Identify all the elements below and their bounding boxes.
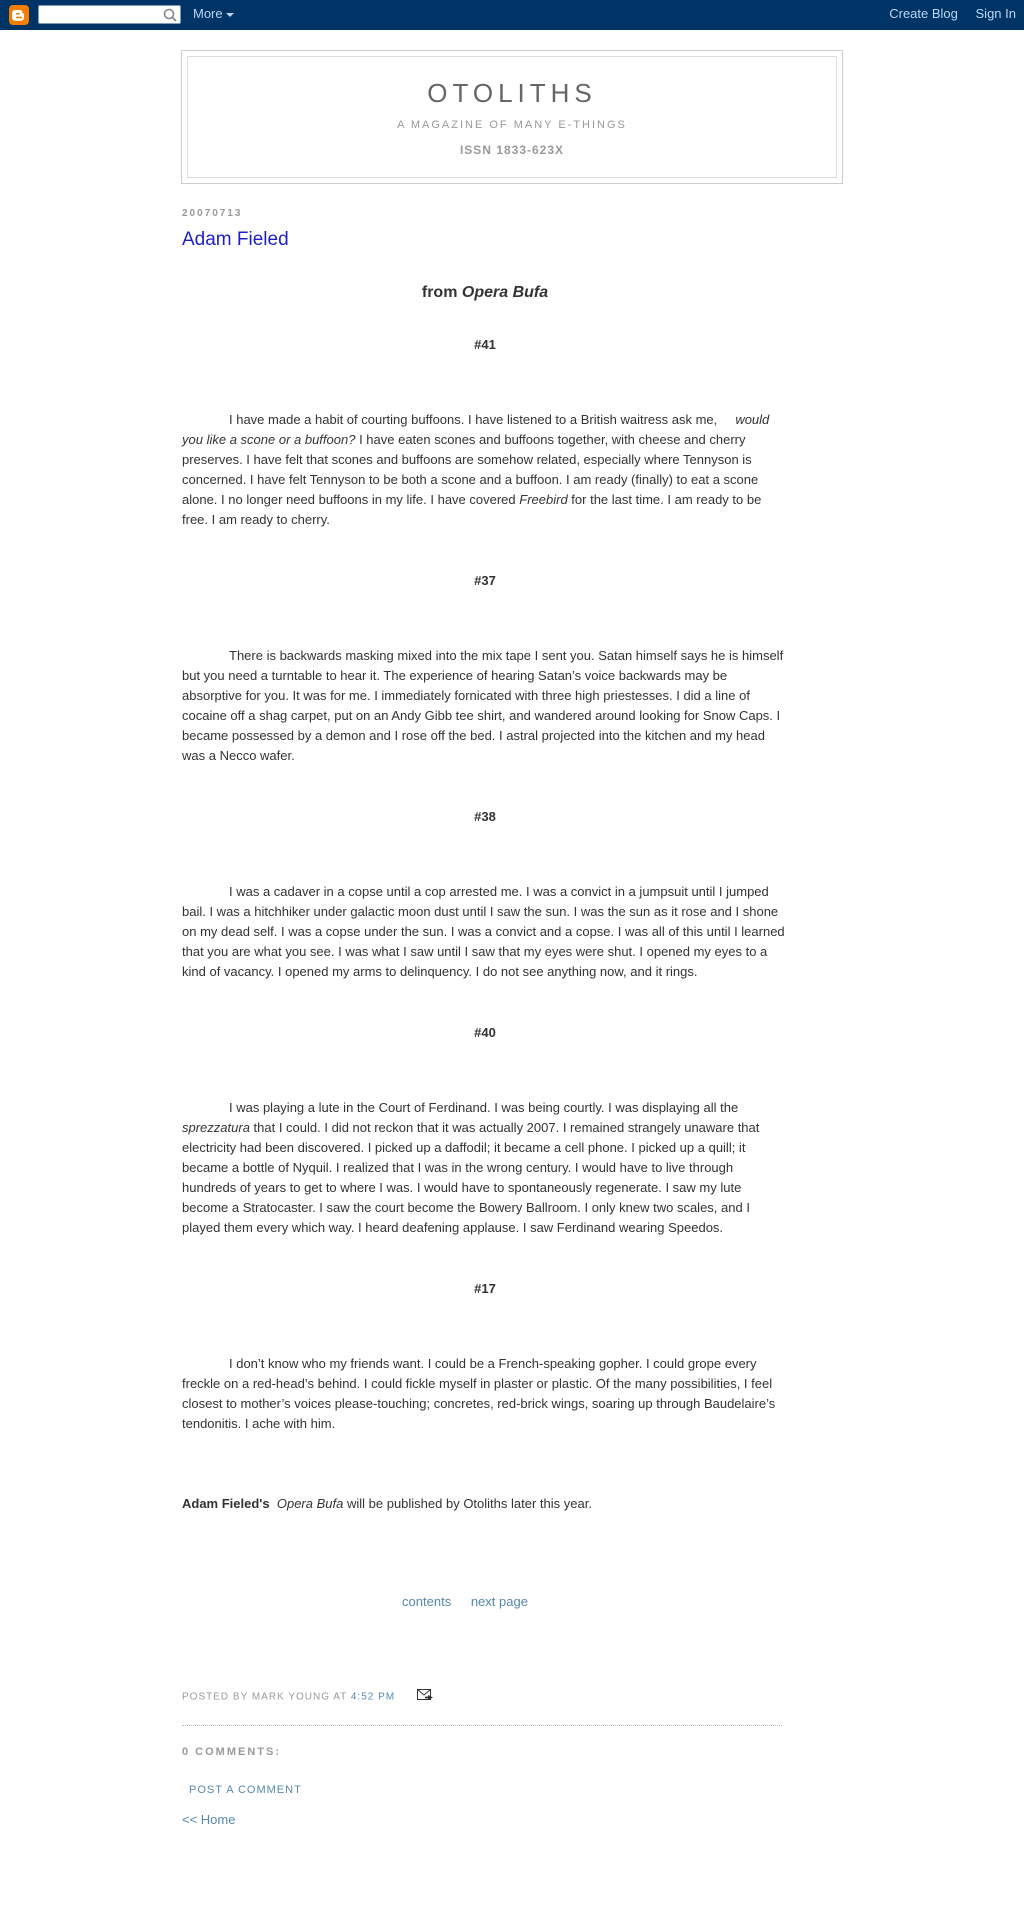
date-header: 20070713 [182, 208, 243, 219]
search-box [38, 5, 181, 24]
search-input[interactable] [39, 7, 157, 24]
home-row [182, 1811, 788, 1829]
section-number: #40 [474, 1025, 496, 1040]
more-label: More [193, 6, 223, 21]
poem-paragraph [182, 1098, 788, 1238]
blog-header [181, 50, 843, 184]
chevron-down-icon [226, 13, 234, 17]
poem-text: I have eaten scones and buffoons together, with cheese and cherry preserves. I have felt that scones and buffoons are somehow related, especially where Tennyson is concerned. I have felt Tennyson to be both a scone and a buffoon. I am ready (finally) to eat a scone alone. I no longer need buffoons in my life. I have covered [182, 432, 759, 507]
create-blog-link[interactable]: Create Blog [889, 6, 958, 21]
poem-paragraph [182, 410, 788, 530]
post-footer [182, 1689, 788, 1705]
note-text: will be published by Otoliths later this year. [343, 1496, 592, 1511]
navbar-links [875, 6, 1016, 21]
section-number: #37 [474, 573, 496, 588]
poem-text: for the last time. I am ready to be free. I am ready to cherry. [182, 492, 762, 527]
more-menu[interactable] [193, 6, 234, 21]
publication-note [182, 1494, 788, 1514]
blog-description: A MAGAZINE OF MANY E-THINGS [397, 119, 627, 131]
post-divider [182, 1725, 782, 1726]
post-title[interactable]: Adam Fieled [182, 229, 289, 250]
poem-paragraph: There is backwards masking mixed into the mix tape I sent you. Satan himself says he is himself but you need a turntable to hear it. The experience of hearing Satan’s voice backwards may be absorptive for you. It was for me. I immediately fornicated with three high priestesses. I did a line of cocaine off a shag carpet, put on an Andy Gibb tee shirt, and wandered around looking for Snow Caps. I became possessed by a demon and I rose off the bed. I astral projected into the kitchen and my head was a Necco wafer. [182, 648, 784, 763]
poem-text: I was playing a lute in the Court of Ferdinand. I was being courtly. I was displaying all the [229, 1100, 739, 1115]
post-a-comment-link[interactable]: POST A COMMENT [189, 1784, 302, 1796]
blog-issn: ISSN 1833-623X [459, 143, 565, 157]
note-author: Adam Fieled's [182, 1496, 270, 1511]
post-comment-row [182, 1780, 788, 1798]
post-timestamp-link[interactable]: 4:52 PM [350, 1691, 396, 1703]
poem-text: that I could. I did not reckon that it was actually 2007. I remained strangely unaware that electricity had been discovered. I picked up a daffodil; it became a cell phone. I picked up a quill; it became a bottle of Nyquil. I realized that I was in the wrong century. I would have to live through hundreds of years to get to where I was. I would have to spontaneously regenerate. I saw my lute become a Stratocaster. I saw the court become the Bowery Ballroom. I only knew two scales, and I played them every which way. I heard deafening applause. I saw Ferdinand wearing Speedos. [182, 1120, 760, 1235]
contents-link[interactable]: contents [402, 1594, 452, 1609]
post-subtitle [182, 283, 788, 303]
posted-by: POSTED BY MARK YOUNG AT [182, 1691, 351, 1703]
sign-in-link[interactable]: Sign In [975, 6, 1016, 21]
email-post-icon[interactable] [417, 1689, 435, 1705]
search-icon[interactable] [162, 7, 178, 23]
section-number: #17 [474, 1281, 496, 1296]
poem-italic: would you like a scone or a buffoon? [182, 412, 770, 447]
section-number: #41 [474, 337, 496, 352]
poem-paragraph: I was a cadaver in a copse until a cop arrested me. I was a convict in a jumpsuit until I jumped bail. I was a hitchhiker under galactic moon dust until I saw the sun. I was the sun as it rose and I shone on my dead self. I was a copse under the sun. I was a convict and a copse. I was all of this until I learned that you are what you see. I was what I saw until I saw that my eyes were shut. I opened my eyes to a kind of vacancy. I opened my arms to delinquency. I do not see anything now, and it rings. [182, 884, 785, 979]
from-book-title: Opera Bufa [461, 284, 549, 301]
blogger-logo-icon[interactable] [9, 5, 29, 25]
poem-paragraph: I don’t know who my friends want. I could be a French-speaking gopher. I could grope every freckle on a red-head’s behind. I could fickle myself in plaster or plastic. Of the many possibilities, I feel closest to mother’s voices please-touching; concretes, red-brick wings, soaring up through Baudelaire’s tendonitis. I ache with him. [182, 1356, 776, 1431]
post [182, 208, 788, 1829]
blog-title[interactable]: OTOLITHS [427, 78, 597, 108]
poem-text: I have made a habit of courting buffoons. I have listened to a British waitress ask me, [229, 412, 718, 427]
blogger-navbar [0, 0, 1024, 30]
next-page-link[interactable]: next page [470, 1594, 528, 1609]
poem-italic: Freebird [519, 492, 568, 507]
poem-italic: sprezzatura [182, 1120, 250, 1135]
from-prefix: from [421, 284, 462, 301]
section-number: #38 [474, 809, 496, 824]
post-navigation [182, 1594, 788, 1609]
comments-header: 0 COMMENTS: [182, 1746, 281, 1758]
blog-header-inner [187, 56, 837, 178]
home-link[interactable]: << Home [182, 1812, 236, 1827]
note-book: Opera Bufa [276, 1496, 344, 1511]
